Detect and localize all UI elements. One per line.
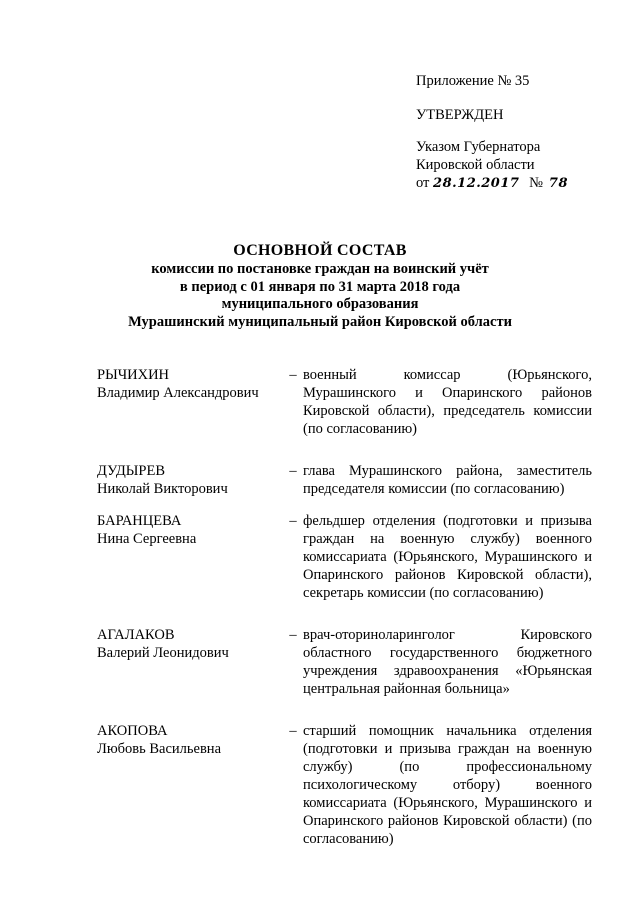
member-given-name: Владимир Александрович [97, 385, 259, 401]
member-surname: РЫЧИХИН [97, 367, 170, 383]
title-line-3: муниципального образования [221, 296, 419, 312]
member-name [97, 626, 283, 662]
member-dash: – [289, 513, 297, 529]
title-line-1: комиссии по постановке граждан на воинский учёт [151, 261, 489, 277]
member-name [97, 722, 283, 758]
list-item [97, 512, 592, 602]
approval-block [416, 72, 626, 193]
member-dash: – [289, 463, 297, 479]
member-surname: БАРАНЦЕВА [97, 513, 182, 529]
decree-line-2: Кировской области [416, 157, 535, 173]
member-surname: АКОПОВА [97, 723, 168, 739]
member-role: фельдшер отделения (подготовки и призыва граждан на военную службу) военного комиссариата (Юрьянского, Мурашинского и Опаринского районов Кировской области), секретарь комиссии (по согласованию) [303, 513, 592, 601]
decree-line-1: Указом Губернатора [416, 139, 541, 155]
member-role: старший помощник начальника отделения (подготовки и призыва граждан на военную службу) (по профессиональному психологическому отбору) военного комиссариата (Юрьянского, Мурашинского и Опаринского районов Кировской области) (по согласованию) [303, 723, 592, 847]
handwritten-number: 78 [548, 176, 569, 191]
list-item [97, 626, 592, 698]
member-name [97, 462, 283, 498]
title-line-4: Мурашинский муниципальный район Кировской области [128, 313, 512, 330]
member-surname: ДУДЫРЕВ [97, 463, 165, 479]
member-role: военный комиссар (Юрьянского, Мурашинского и Опаринского районов Кировской области), председатель комиссии (по согласованию) [303, 367, 592, 437]
member-name [97, 366, 283, 402]
member-name [97, 512, 283, 548]
member-given-name: Валерий Леонидович [97, 645, 229, 661]
member-given-name: Николай Викторович [97, 481, 228, 497]
list-item [97, 366, 592, 438]
approved-label: УТВЕРЖДЕН [416, 107, 504, 123]
date-prefix: от [416, 175, 430, 191]
member-dash: – [289, 367, 297, 383]
member-list [97, 366, 592, 848]
document-title: ОСНОВНОЙ СОСТАВ [233, 242, 407, 259]
title-line-2: в период с 01 января по 31 марта 2018 года [179, 278, 461, 295]
member-given-name: Любовь Васильевна [97, 741, 222, 757]
member-dash: – [289, 627, 297, 643]
member-surname: АГАЛАКОВ [97, 627, 175, 643]
number-label: № [529, 175, 543, 191]
list-item [97, 722, 592, 848]
handwritten-date: 28.12.2017 [433, 176, 520, 191]
list-item [97, 462, 592, 498]
appendix-label: Приложение № 35 [416, 73, 530, 89]
member-dash: – [289, 723, 297, 739]
member-given-name: Нина Сергеевна [97, 531, 197, 547]
member-role: глава Мурашинского района, заместитель председателя комиссии (по согласованию) [303, 463, 592, 497]
decree-date-line [416, 174, 626, 193]
member-role: врач-оториноларинголог Кировского областного государственного бюджетного учреждения здравоохранения «Юрьянская центральная районная больница» [303, 627, 592, 697]
document-title-block [80, 240, 560, 331]
